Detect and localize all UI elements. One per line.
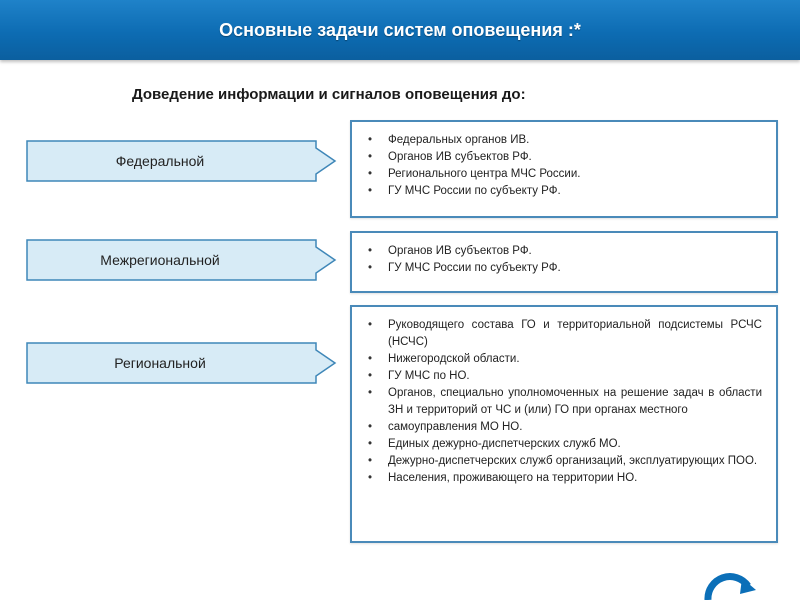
list-item: • ГУ МЧС по НО. xyxy=(388,368,762,385)
list-item: • Нижегородской области. xyxy=(388,351,762,368)
list-item: • Населения, проживающего на территории НО. xyxy=(388,470,762,487)
regional-list-box xyxy=(350,305,778,543)
section-subtitle: Доведение информации и сигналов оповещения до: xyxy=(132,86,526,103)
arrow-federal xyxy=(26,140,338,182)
list-item: • Руководящего состава ГО и территориальной подсистемы РСЧС (НСЧС) xyxy=(388,317,762,351)
list-item: • Единых дежурно-диспетчерских служб МО. xyxy=(388,436,762,453)
interregional-list xyxy=(352,233,776,287)
circular-arrow-logo-icon xyxy=(700,568,760,600)
list-item: • Дежурно-диспетчерских служб организаций, эксплуатирующих ПОО. xyxy=(388,453,762,470)
list-item: • Органов ИВ субъектов РФ. xyxy=(388,149,762,166)
arrow-interregional-label: Межрегиональной xyxy=(100,252,220,268)
page-title: Основные задачи систем оповещения :* xyxy=(219,20,581,40)
federal-list-box xyxy=(350,120,778,218)
list-item: • Органов ИВ субъектов РФ. xyxy=(388,243,762,260)
federal-list xyxy=(352,122,776,210)
list-item: • Федеральных органов ИВ. xyxy=(388,132,762,149)
logo-shape xyxy=(700,568,760,600)
arrow-interregional xyxy=(26,239,338,281)
arrow-federal-label: Федеральной xyxy=(115,153,205,169)
arrow-regional xyxy=(26,342,338,384)
list-item: • Регионального центра МЧС России. xyxy=(388,166,762,183)
list-item: • самоуправления МО НО. xyxy=(388,419,762,436)
list-item: • ГУ МЧС России по субъекту РФ. xyxy=(388,260,762,277)
list-item: • ГУ МЧС России по субъекту РФ. xyxy=(388,183,762,200)
regional-list xyxy=(352,307,776,497)
arrow-regional-label: Региональной xyxy=(114,355,206,371)
list-item: • Органов, специально уполномоченных на решение задач в области ЗН и территорий от ЧС и (или) ГО при органах местного xyxy=(388,385,762,419)
interregional-list-box xyxy=(350,231,778,293)
